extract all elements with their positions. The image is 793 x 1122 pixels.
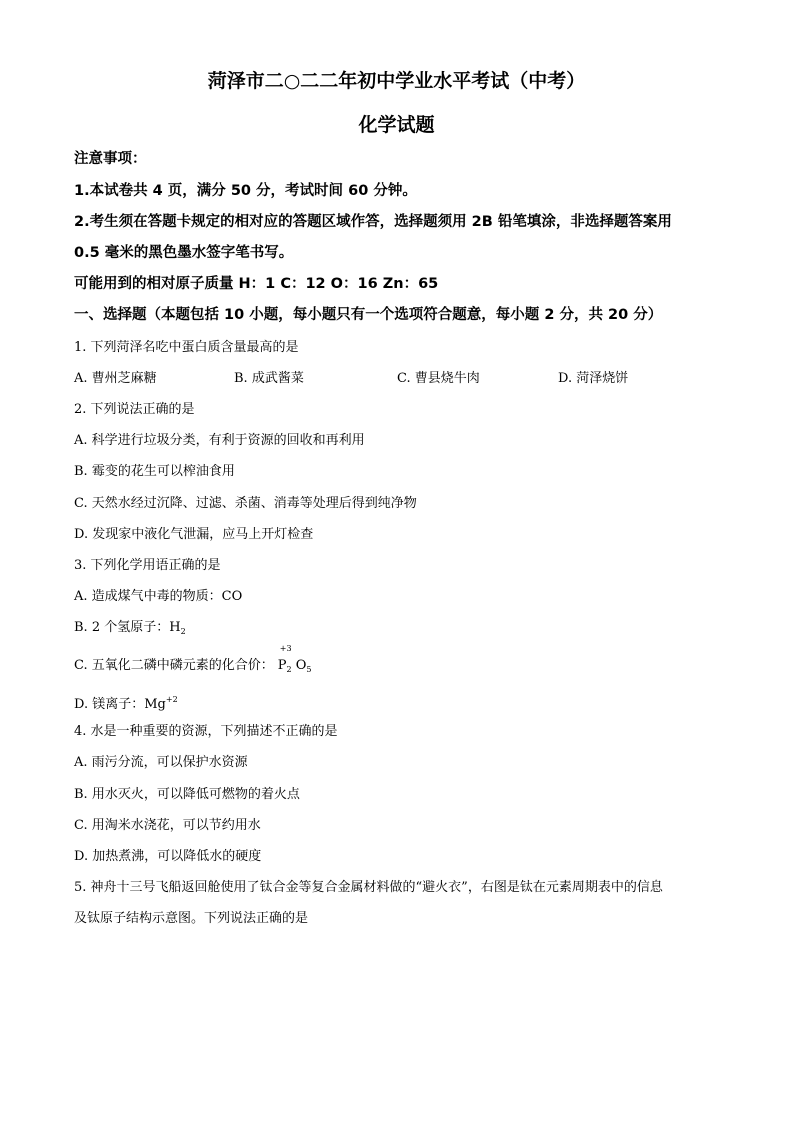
q2-option-b: B. 霉变的花生可以榨油食用 <box>74 464 235 479</box>
exam-subtitle: 化学试题 <box>358 114 435 136</box>
q3-option-d-text: D. 镁离子：Mg <box>74 697 166 712</box>
p2o5-formula <box>277 644 312 678</box>
q3-option-d <box>74 692 178 713</box>
q4-option-c: C. 用淘米水浇花，可以节约用水 <box>74 818 261 833</box>
notice-item-1: 1.本试卷共 4 页，满分 50 分，考试时间 60 分钟。 <box>74 183 417 199</box>
formula-p-subscript: 2 <box>286 665 292 674</box>
q3-option-b-text: B. 2 个氢原子：H <box>74 620 181 635</box>
q5-stem-line-2: 及钛原子结构示意图。下列说法正确的是 <box>74 911 309 926</box>
q1-stem: 1. 下列菏泽名吃中蛋白质含量最高的是 <box>74 340 299 355</box>
formula-o-subscript: 5 <box>306 665 312 674</box>
q1-option-a: A. 曹州芝麻糖 <box>74 371 157 386</box>
formula-p: P <box>277 658 287 673</box>
formula-o: O <box>295 658 307 673</box>
q2-option-d: D. 发现家中液化气泄漏，应马上开灯检查 <box>74 527 314 542</box>
q1-option-b: B. 成武酱菜 <box>234 371 304 386</box>
q3-option-c <box>74 644 312 678</box>
q4-option-d: D. 加热煮沸，可以降低水的硬度 <box>74 849 262 864</box>
q1-option-d: D. 菏泽烧饼 <box>558 371 629 386</box>
notice-item-2-line-2: 0.5 毫米的黑色墨水签字笔书写。 <box>74 245 294 261</box>
q1-option-c: C. 曹县烧牛肉 <box>397 371 480 386</box>
valence-charge: +3 <box>279 644 292 653</box>
q4-option-b: B. 用水灭火，可以降低可燃物的着火点 <box>74 787 300 802</box>
q3-option-c-text: C. 五氧化二磷中磷元素的化合价： <box>74 658 274 673</box>
q4-option-a: A. 雨污分流，可以保护水资源 <box>74 755 248 770</box>
atomic-mass-line: 可能用到的相对原子质量 H：1 C：12 O：16 Zn：65 <box>74 276 439 292</box>
q3-option-b-subscript: 2 <box>180 627 186 636</box>
q5-stem-line-1: 5. 神舟十三号飞船返回舱使用了钛合金等复合金属材料做的“避火衣”，右图是钛在元素周期表中的信息 <box>74 880 663 895</box>
q3-stem: 3. 下列化学用语正确的是 <box>74 558 221 573</box>
notice-item-2-line-1: 2.考生须在答题卡规定的相对应的答题区域作答，选择题须用 2B 铅笔填涂，非选择题答案用 <box>74 214 672 230</box>
exam-title: 菏泽市二○二二年初中学业水平考试（中考） <box>207 70 586 92</box>
q4-stem: 4. 水是一种重要的资源，下列描述不正确的是 <box>74 724 338 739</box>
section-1-heading: 一、选择题（本题包括 10 小题，每小题只有一个选项符合题意，每小题 2 分，共 20 分） <box>74 307 663 323</box>
q3-option-d-superscript: +2 <box>165 695 178 704</box>
q3-option-a: A. 造成煤气中毒的物质：CO <box>74 589 243 604</box>
notice-heading: 注意事项： <box>74 151 147 167</box>
q3-option-b <box>74 620 186 640</box>
q2-option-a: A. 科学进行垃圾分类，有利于资源的回收和再利用 <box>74 433 365 448</box>
q2-stem: 2. 下列说法正确的是 <box>74 402 195 417</box>
q2-option-c: C. 天然水经过沉降、过滤、杀菌、消毒等处理后得到纯净物 <box>74 496 417 511</box>
